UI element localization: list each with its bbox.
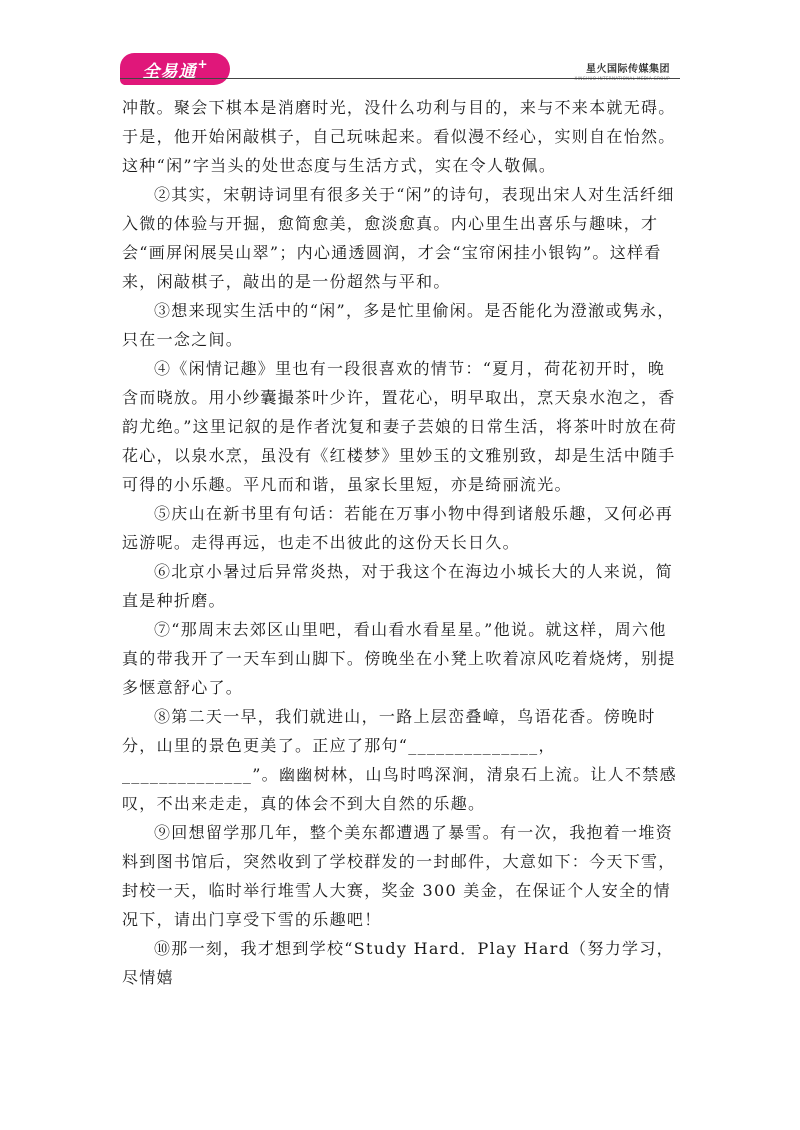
- paragraph-2: ②其实，宋朝诗词里有很多关于“闲”的诗句，表现出宋人对生活纤细入微的体验与开掘，愈简愈美，愈淡愈真。内心里生出喜乐与趣味，才会“画屏闲展吴山翠”；内心通透圆润，才会“宝帘闲挂小银钩”。这样看来，闲敲棋子，敲出的是一份超然与平和。: [122, 185, 675, 291]
- publisher-english-name: XINGHUO INTERNATIONAL MEDIA GROUP: [574, 76, 670, 81]
- logo-text: 全易通: [142, 61, 197, 82]
- header-divider: [120, 78, 680, 79]
- paragraph-8: ⑧第二天一早，我们就进山，一路上层峦叠嶂，鸟语花香。傍晚时分，山里的景色更美了。正应了那句“______________，______________”。幽幽树林，山鸟时鸣深涧，清泉石上流。让人不禁感叹，不出来走走，真的体会不到大自然的乐趣。: [122, 707, 677, 813]
- paragraph-10: ⑩那一刻，我才想到学校“Study Hard．Play Hard（努力学习，尽情嬉: [122, 939, 674, 987]
- paragraph-6: ⑥北京小暑过后异常炎热，对于我这个在海边小城长大的人来说，简直是种折磨。: [122, 562, 674, 610]
- article-body: [122, 93, 682, 992]
- logo-plus-icon: +: [197, 57, 208, 71]
- paragraph-4: ④《闲情记趣》里也有一段很喜欢的情节：“夏月，荷花初开时，晚含而晓放。用小纱囊撮茶叶少许，置花心，明早取出，烹天泉水泡之，香韵尤绝。”这里记叙的是作者沈复和妻子芸娘的日常生活，将茶叶时放在荷花心，以泉水烹，虽没有《红楼梦》里妙玉的文雅别致，却是生活中随手可得的小乐趣。平凡而和谐，虽家长里短，亦是绮丽流光。: [122, 359, 678, 494]
- paragraph-7: ⑦“那周末去郊区山里吧，看山看水看星星。”他说。就这样，周六他真的带我开了一天车到山脚下。傍晚坐在小凳上吹着凉风吃着烧烤，别提多惬意舒心了。: [122, 620, 676, 697]
- paragraph-5: ⑤庆山在新书里有句话：若能在万事小物中得到诸般乐趣，又何必再远游呢。走得再远，也走不出彼此的这份天长日久。: [122, 504, 674, 552]
- paragraph-9: ⑨回想留学那几年，整个美东都遭遇了暴雪。有一次，我抱着一堆资料到图书馆后，突然收到了学校群发的一封邮件，大意如下：今天下雪，封校一天，临时举行堆雪人大赛，奖金 300 美金，在保证个人安全的情况下，请出门享受下雪的乐趣吧！: [122, 823, 676, 929]
- page-header: [0, 0, 800, 90]
- brand-logo: [120, 53, 230, 85]
- publisher-name: 星火国际传媒集团: [586, 64, 670, 75]
- paragraph-1-continued: 冲散。聚会下棋本是消磨时光，没什么功利与目的，来与不来本就无碍。于是，他开始闲敲棋子，自己玩味起来。看似漫不经心，实则自在怡然。这种“闲”字当头的处世态度与生活方式，实在令人敬佩。: [122, 98, 676, 175]
- paragraph-3: ③想来现实生活中的“闲”，多是忙里偷闲。是否能化为澄澈或隽永，只在一念之间。: [122, 301, 675, 349]
